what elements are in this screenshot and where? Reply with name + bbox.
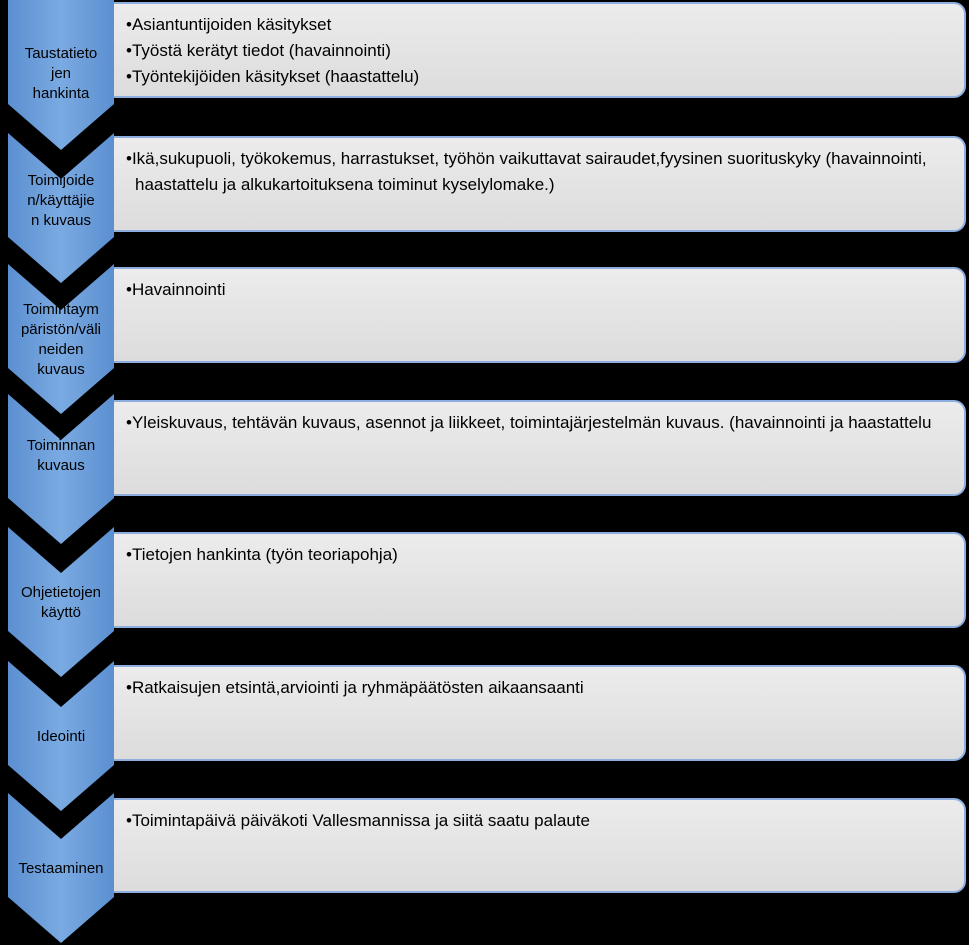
step-chevron: [8, 264, 114, 414]
step-bullet-list: [126, 410, 950, 436]
step-label: Testaaminen: [18, 860, 104, 877]
step-description-panel: [112, 798, 966, 893]
bullet-item: • Yleiskuvaus, tehtävän kuvaus, asennot ja liikkeet, toimintajärjestelmän kuvaus. (havainnointi ja haastattelu: [126, 410, 950, 436]
step-description-panel: [112, 2, 966, 98]
bullet-item: • Työntekijöiden käsitykset (haastattelu): [126, 64, 950, 90]
bullet-item: • Ikä,sukupuoli, työkokemus, harrastukset, työhön vaikuttavat sairaudet,fyysinen suorituskyky (havainnointi, haastattelu ja alkukartoituksena toiminut kyselylomake.): [126, 146, 950, 198]
step-bullet-list: [126, 675, 950, 701]
step-label: Toimintaym päristön/väli neiden kuvaus: [20, 301, 102, 378]
step-bullet-list: [126, 12, 950, 90]
step-description-panel: [112, 665, 966, 761]
bullet-item: • Asiantuntijoiden käsitykset: [126, 12, 950, 38]
step-bullet-list: [126, 542, 950, 568]
step-chevron: [8, 527, 114, 677]
step-1: [0, 0, 969, 150]
step-chevron: [8, 394, 114, 544]
bullet-item: • Työstä kerätyt tiedot (havainnointi): [126, 38, 950, 64]
bullet-item: • Ratkaisujen etsintä,arviointi ja ryhmäpäätösten aikaansaanti: [126, 675, 950, 701]
step-chevron: [8, 0, 114, 150]
step-label: Ohjetietojen käyttö: [20, 584, 102, 621]
bullet-item: • Toimintapäivä päiväkoti Vallesmannissa ja siitä saatu palaute: [126, 808, 950, 834]
step-label: Ideointi: [36, 728, 86, 745]
step-label: Toiminnan kuvaus: [26, 437, 96, 474]
step-chevron: [8, 661, 114, 811]
step-6: [0, 661, 969, 811]
step-5: [0, 527, 969, 677]
step-label: Toimijoide n/käyttäjie n kuvaus: [27, 172, 95, 229]
bullet-item: • Havainnointi: [126, 277, 950, 303]
step-bullet-list: [126, 808, 950, 834]
step-description-panel: [112, 136, 966, 232]
step-4: [0, 394, 969, 544]
step-chevron: [8, 793, 114, 943]
step-description-panel: [112, 400, 966, 496]
step-label: Taustatieto jen hankinta: [24, 45, 98, 102]
step-bullet-list: [126, 277, 950, 303]
step-2: [0, 133, 969, 283]
step-description-panel: [112, 267, 966, 363]
step-3: [0, 264, 969, 414]
bullet-item: • Tietojen hankinta (työn teoriapohja): [126, 542, 950, 568]
step-description-panel: [112, 532, 966, 628]
step-bullet-list: [126, 146, 950, 198]
step-7: [0, 793, 969, 943]
step-chevron: [8, 133, 114, 283]
